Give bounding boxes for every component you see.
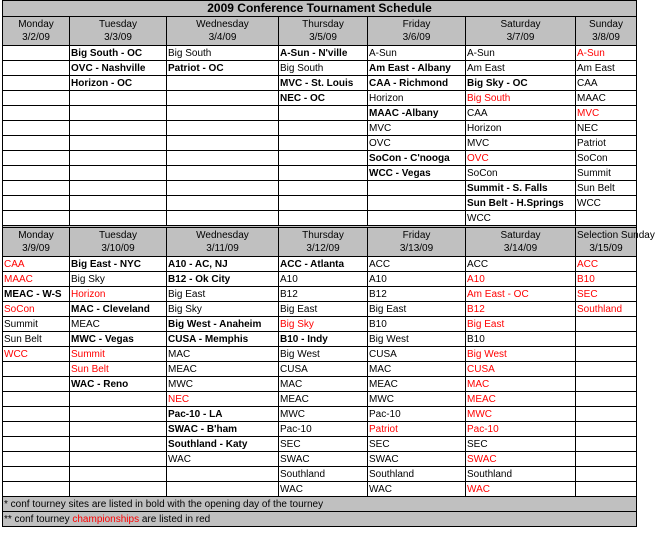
schedule-cell: SWAC <box>279 452 368 467</box>
schedule-cell: SEC <box>466 437 576 452</box>
schedule-cell <box>576 392 637 407</box>
footnote-championships <box>3 512 637 527</box>
table-row <box>3 136 637 151</box>
schedule-cell: Pac-10 <box>466 422 576 437</box>
schedule-cell: WCC - Vegas <box>368 166 466 181</box>
schedule-cell: SEC <box>279 437 368 452</box>
schedule-cell <box>576 407 637 422</box>
schedule-cell: Big West - Anaheim <box>167 317 279 332</box>
day-name: Tuesday <box>99 230 137 241</box>
day-header <box>70 228 167 257</box>
schedule-cell <box>3 136 70 151</box>
day-name: Wednesday <box>196 230 249 241</box>
schedule-cell: A10 <box>368 272 466 287</box>
schedule-cell: WCC <box>466 211 576 226</box>
schedule-cell <box>3 407 70 422</box>
schedule-cell <box>3 211 70 226</box>
schedule-cell <box>70 196 167 211</box>
schedule-cell: SoCon <box>3 302 70 317</box>
day-header <box>167 228 279 257</box>
day-name: Saturday <box>500 230 541 241</box>
schedule-cell: WAC <box>368 482 466 497</box>
table-row <box>3 181 637 196</box>
schedule-cell: Big West <box>368 332 466 347</box>
schedule-cell: CUSA <box>466 362 576 377</box>
schedule-cell <box>576 467 637 482</box>
day-header <box>466 17 576 46</box>
schedule-cell <box>3 482 70 497</box>
schedule-cell: Am East <box>576 61 637 76</box>
schedule-cell: Horizon - OC <box>70 76 167 91</box>
schedule-cell: MWC <box>368 392 466 407</box>
footnote-highlight: championships <box>72 513 140 525</box>
schedule-cell: B12 <box>279 287 368 302</box>
schedule-cell <box>70 181 167 196</box>
schedule-cell: Big East <box>167 287 279 302</box>
schedule-cell <box>576 347 637 362</box>
schedule-cell <box>576 377 637 392</box>
schedule-cell: MEAC <box>70 317 167 332</box>
day-date: 3/12/09 <box>306 243 340 254</box>
schedule-cell: SWAC <box>466 452 576 467</box>
schedule-cell <box>3 392 70 407</box>
schedule-cell: B10 - Indy <box>279 332 368 347</box>
schedule-cell <box>576 422 637 437</box>
schedule-cell <box>3 151 70 166</box>
schedule-cell: MAAC <box>576 91 637 106</box>
schedule-cell: OVC <box>466 151 576 166</box>
day-header <box>279 17 368 46</box>
day-header <box>576 17 637 46</box>
schedule-cell: ACC - Atlanta <box>279 257 368 272</box>
schedule-cell <box>279 166 368 181</box>
schedule-cell: Horizon <box>466 121 576 136</box>
schedule-cell: Big South <box>466 91 576 106</box>
table-row <box>3 91 637 106</box>
schedule-cell: MEAC - W-S <box>3 287 70 302</box>
day-name: Friday <box>402 230 431 241</box>
schedule-cell: MVC <box>466 136 576 151</box>
schedule-cell: Big East <box>368 302 466 317</box>
day-name: Thursday <box>302 230 344 241</box>
schedule-cell <box>3 437 70 452</box>
day-header <box>576 228 655 257</box>
schedule-cell: Am East <box>466 61 576 76</box>
schedule-cell: Big East <box>466 317 576 332</box>
table-row <box>3 422 637 437</box>
day-name: Selection Sunday <box>577 230 655 241</box>
day-name: Saturday <box>500 19 541 30</box>
schedule-cell <box>167 181 279 196</box>
schedule-cell: MAC <box>279 377 368 392</box>
schedule-cell: Patriot - OC <box>167 61 279 76</box>
schedule-cell: MVC - St. Louis <box>279 76 368 91</box>
day-header <box>368 17 466 46</box>
day-date: 3/11/09 <box>206 243 239 254</box>
schedule-cell: Summit - S. Falls <box>466 181 576 196</box>
schedule-cell: MEAC <box>466 392 576 407</box>
schedule-cell: Big South - OC <box>70 46 167 61</box>
table-row <box>3 151 637 166</box>
schedule-cell: CAA - Richmond <box>368 76 466 91</box>
schedule-cell <box>70 422 167 437</box>
schedule-cell <box>368 211 466 226</box>
schedule-cell <box>576 211 637 226</box>
schedule-cell: Summit <box>3 317 70 332</box>
schedule-cell: Big South <box>279 61 368 76</box>
schedule-cell: Southland <box>279 467 368 482</box>
schedule-cell: CUSA <box>279 362 368 377</box>
day-name: Monday <box>18 19 54 30</box>
schedule-cell: SWAC <box>368 452 466 467</box>
schedule-cell <box>576 437 637 452</box>
schedule-cell: WAC <box>279 482 368 497</box>
schedule-cell <box>70 121 167 136</box>
schedule-cell <box>167 151 279 166</box>
day-header <box>368 228 466 257</box>
schedule-cell: ACC <box>576 257 637 272</box>
schedule-cell: A-Sun <box>466 46 576 61</box>
schedule-cell <box>3 377 70 392</box>
schedule-cell: Southland - Katy <box>167 437 279 452</box>
schedule-cell <box>3 106 70 121</box>
schedule-cell <box>167 136 279 151</box>
schedule-cell: CAA <box>3 257 70 272</box>
schedule-cell: Big South <box>167 46 279 61</box>
schedule-cell <box>3 166 70 181</box>
schedule-cell <box>3 181 70 196</box>
schedule-cell <box>167 106 279 121</box>
schedule-cell: Southland <box>576 302 637 317</box>
schedule-cell: MAAC -Albany <box>368 106 466 121</box>
schedule-cell: MEAC <box>368 377 466 392</box>
day-header <box>279 228 368 257</box>
schedule-cell: WAC <box>466 482 576 497</box>
schedule-cell: B10 <box>576 272 637 287</box>
table-row <box>3 362 637 377</box>
schedule-cell: B10 <box>368 317 466 332</box>
table-row <box>3 347 637 362</box>
schedule-cell: MVC <box>576 106 637 121</box>
day-name: Wednesday <box>196 19 249 30</box>
schedule-cell <box>3 61 70 76</box>
day-name: Tuesday <box>99 19 137 30</box>
schedule-cell <box>70 106 167 121</box>
schedule-cell <box>167 482 279 497</box>
day-name: Sunday <box>589 19 623 30</box>
schedule-cell: Sun Belt <box>576 181 637 196</box>
table-row <box>3 332 637 347</box>
day-name: Monday <box>18 230 54 241</box>
table-row <box>3 377 637 392</box>
week1-header-row <box>3 17 637 46</box>
schedule-cell <box>3 467 70 482</box>
table-row <box>3 317 637 332</box>
schedule-cell <box>279 106 368 121</box>
table-row <box>3 467 637 482</box>
schedule-table <box>2 0 655 527</box>
schedule-cell: MAAC <box>3 272 70 287</box>
schedule-cell <box>3 196 70 211</box>
schedule-cell: Pac-10 <box>279 422 368 437</box>
schedule-cell: A-Sun - N'ville <box>279 46 368 61</box>
schedule-cell <box>368 196 466 211</box>
schedule-cell <box>3 121 70 136</box>
schedule-cell: MWC <box>279 407 368 422</box>
schedule-cell: CAA <box>576 76 637 91</box>
day-header <box>3 228 70 257</box>
schedule-cell: MEAC <box>279 392 368 407</box>
schedule-cell: A10 - AC, NJ <box>167 257 279 272</box>
table-row <box>3 166 637 181</box>
day-header <box>167 17 279 46</box>
table-row <box>3 392 637 407</box>
schedule-cell <box>70 392 167 407</box>
schedule-cell <box>576 317 637 332</box>
schedule-cell: CUSA <box>368 347 466 362</box>
schedule-cell <box>167 211 279 226</box>
schedule-cell: Pac-10 <box>368 407 466 422</box>
schedule-cell: Horizon <box>70 287 167 302</box>
footnote-sites: * conf tourney sites are listed in bold with the opening day of the tourney <box>3 497 637 512</box>
table-row <box>3 302 637 317</box>
schedule-cell: WCC <box>3 347 70 362</box>
schedule-cell <box>279 121 368 136</box>
schedule-cell <box>167 76 279 91</box>
table-row <box>3 61 637 76</box>
schedule-cell <box>576 332 637 347</box>
schedule-cell: A-Sun <box>368 46 466 61</box>
day-date: 3/14/09 <box>503 243 538 254</box>
schedule-cell <box>279 181 368 196</box>
schedule-cell <box>70 151 167 166</box>
table-row <box>3 257 637 272</box>
day-header <box>466 228 576 257</box>
schedule-cell: NEC - OC <box>279 91 368 106</box>
footnote-prefix: ** conf tourney <box>4 513 73 525</box>
schedule-cell: MWC <box>167 377 279 392</box>
schedule-cell: Pac-10 - LA <box>167 407 279 422</box>
day-date: 3/6/09 <box>402 32 431 43</box>
table-row <box>3 272 637 287</box>
day-name: Friday <box>402 19 431 30</box>
schedule-cell: MWC - Vegas <box>70 332 167 347</box>
schedule-cell <box>279 211 368 226</box>
schedule-cell: MAC <box>368 362 466 377</box>
table-row <box>3 76 637 91</box>
day-date: 3/5/09 <box>309 32 337 43</box>
schedule-cell <box>279 151 368 166</box>
schedule-cell <box>279 136 368 151</box>
schedule-cell <box>576 482 637 497</box>
schedule-cell <box>70 452 167 467</box>
schedule-cell <box>70 91 167 106</box>
schedule-cell <box>279 196 368 211</box>
schedule-cell <box>167 91 279 106</box>
schedule-cell: Summit <box>576 166 637 181</box>
schedule-cell: Southland <box>466 467 576 482</box>
schedule-cell <box>3 362 70 377</box>
schedule-cell: Patriot <box>576 136 637 151</box>
day-date: 3/13/09 <box>399 243 434 254</box>
schedule-cell: SoCon <box>466 166 576 181</box>
schedule-cell: A10 <box>466 272 576 287</box>
schedule-cell: B10 <box>466 332 576 347</box>
day-date: 3/7/09 <box>506 32 535 43</box>
day-date: 3/3/09 <box>104 32 132 43</box>
table-row <box>3 407 637 422</box>
day-date: 3/8/09 <box>592 32 620 43</box>
day-date: 3/10/09 <box>101 243 135 254</box>
schedule-cell: SoCon <box>576 151 637 166</box>
week2-header-row <box>3 228 637 257</box>
schedule-cell: Big Sky <box>167 302 279 317</box>
schedule-cell <box>576 362 637 377</box>
schedule-cell <box>3 452 70 467</box>
schedule-cell: Big East - NYC <box>70 257 167 272</box>
table-row <box>3 452 637 467</box>
table-row <box>3 437 637 452</box>
table-row <box>3 211 637 226</box>
day-date: 3/9/09 <box>22 243 50 254</box>
schedule-cell: OVC <box>368 136 466 151</box>
schedule-cell: ACC <box>368 257 466 272</box>
schedule-cell: Southland <box>368 467 466 482</box>
schedule-cell: A-Sun <box>576 46 637 61</box>
schedule-cell <box>70 437 167 452</box>
schedule-cell: MAC <box>466 377 576 392</box>
schedule-cell: Patriot <box>368 422 466 437</box>
schedule-cell: CAA <box>466 106 576 121</box>
day-date: 3/4/09 <box>208 32 237 43</box>
schedule-cell: Am East - OC <box>466 287 576 302</box>
schedule-cell: B12 <box>466 302 576 317</box>
schedule-cell: Sun Belt <box>3 332 70 347</box>
schedule-cell: Summit <box>70 347 167 362</box>
schedule-cell <box>70 166 167 181</box>
schedule-cell <box>70 482 167 497</box>
schedule-cell: A10 <box>279 272 368 287</box>
schedule-cell <box>3 422 70 437</box>
schedule-cell <box>3 76 70 91</box>
day-name: Thursday <box>302 19 344 30</box>
schedule-cell: Sun Belt - H.Springs <box>466 196 576 211</box>
schedule-cell: SEC <box>368 437 466 452</box>
schedule-cell: WAC <box>167 452 279 467</box>
footnote-suffix: are listed in red <box>139 513 211 525</box>
day-date: 3/15/09 <box>589 243 623 254</box>
schedule-cell: Big Sky <box>279 317 368 332</box>
schedule-cell <box>167 196 279 211</box>
schedule-cell: B12 - Ok City <box>167 272 279 287</box>
day-header <box>3 17 70 46</box>
schedule-cell: CUSA - Memphis <box>167 332 279 347</box>
schedule-cell <box>368 181 466 196</box>
schedule-cell <box>70 467 167 482</box>
schedule-cell <box>70 211 167 226</box>
schedule-cell: MWC <box>466 407 576 422</box>
schedule-cell: OVC - Nashville <box>70 61 167 76</box>
schedule-cell: Big West <box>279 347 368 362</box>
schedule-cell <box>576 452 637 467</box>
day-date: 3/2/09 <box>22 32 50 43</box>
schedule-cell: SoCon - C'nooga <box>368 151 466 166</box>
schedule-cell <box>167 121 279 136</box>
schedule-cell: MEAC <box>167 362 279 377</box>
schedule-cell <box>3 46 70 61</box>
table-row <box>3 482 637 497</box>
schedule-cell: Big West <box>466 347 576 362</box>
table-row <box>3 46 637 61</box>
schedule-cell: ACC <box>466 257 576 272</box>
schedule-cell: NEC <box>576 121 637 136</box>
schedule-cell: WCC <box>576 196 637 211</box>
schedule-cell <box>70 407 167 422</box>
schedule-cell <box>167 166 279 181</box>
schedule-cell: MAC - Cleveland <box>70 302 167 317</box>
schedule-cell: MAC <box>167 347 279 362</box>
schedule-cell: SEC <box>576 287 637 302</box>
table-row <box>3 106 637 121</box>
schedule-cell: MVC <box>368 121 466 136</box>
schedule-cell <box>167 467 279 482</box>
schedule-cell: SWAC - B'ham <box>167 422 279 437</box>
page-title: 2009 Conference Tournament Schedule <box>3 1 637 17</box>
schedule-cell: Big East <box>279 302 368 317</box>
table-row <box>3 196 637 211</box>
schedule-cell: Horizon <box>368 91 466 106</box>
schedule-cell <box>70 136 167 151</box>
day-header <box>70 17 167 46</box>
schedule-cell: NEC <box>167 392 279 407</box>
table-row <box>3 287 637 302</box>
schedule-cell: B12 <box>368 287 466 302</box>
table-row <box>3 121 637 136</box>
schedule-cell: Big Sky - OC <box>466 76 576 91</box>
schedule-cell <box>3 91 70 106</box>
schedule-cell: Big Sky <box>70 272 167 287</box>
schedule-cell: Am East - Albany <box>368 61 466 76</box>
schedule-cell: Sun Belt <box>70 362 167 377</box>
schedule-cell: WAC - Reno <box>70 377 167 392</box>
